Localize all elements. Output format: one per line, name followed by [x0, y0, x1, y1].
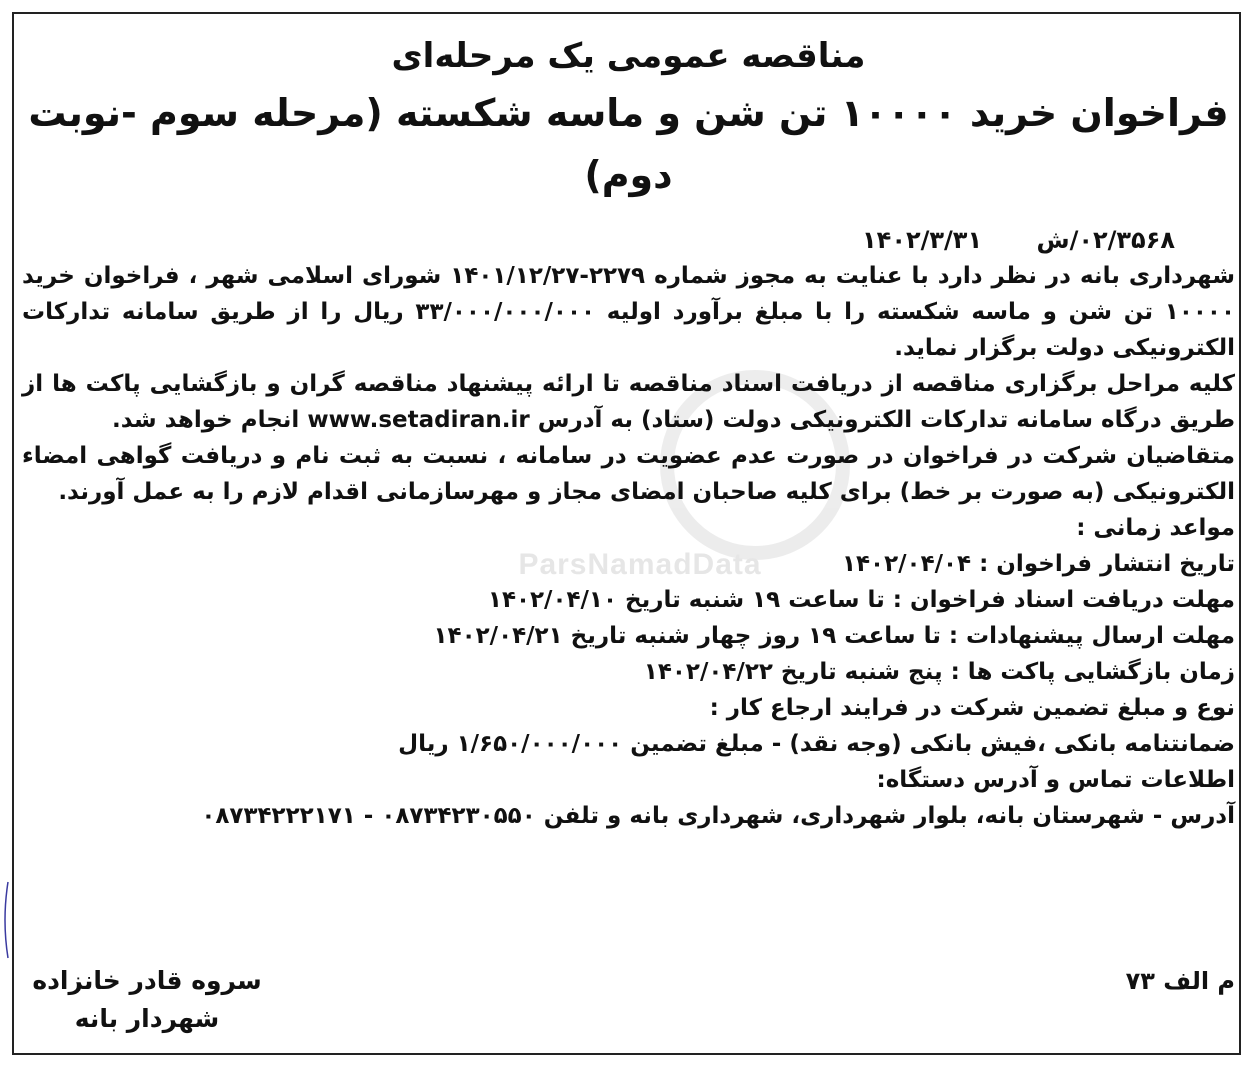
body-paragraph-2: کلیه مراحل برگزاری مناقصه از دریافت اسناد مناقصه تا ارائه پیشنهاد مناقصه گران و بازگشایی پاکت ها از طریق درگاه سامانه تدارکات الکترونیکی دولت (ستاد) به آدرس www.setadiran.ir انجام خواهد شد.: [22, 371, 1235, 433]
schedule-heading: مواعد زمانی :: [1076, 515, 1235, 541]
publication-code: م الف ۷۳: [1125, 967, 1235, 995]
body-paragraph-1: شهرداری بانه در نظر دارد با عنایت به مجوز شماره ۲۲۷۹-۱۴۰۱/۱۲/۲۷ شورای اسلامی شهر ، فراخوان خرید ۱۰۰۰۰ تن شن و ماسه شکسته را با مبلغ برآورد اولیه ۳۳/۰۰۰/۰۰۰/۰۰۰ ریال را از طریق سامانه تدارکات الکترونیکی دولت برگزار نماید.: [22, 263, 1235, 361]
body-paragraph-3: متقاضیان شرکت در فراخوان در صورت عدم عضویت در سامانه ، نسبت به ثبت نام و دریافت گواهی امضاء الکترونیکی (به صورت بر خط) برای کلیه صاحبان امضای مجاز و مهرسازمانی اقدام لازم را به عمل آورند.: [22, 443, 1235, 505]
guarantee-heading: نوع و مبلغ تضمین شرکت در فرایند ارجاع کار :: [709, 695, 1235, 721]
schedule-opening-date: زمان بازگشایی پاکت ها : پنج شنبه تاریخ ۱۴۰۲/۰۴/۲۲: [643, 659, 1235, 685]
margin-pen-mark-icon: [0, 880, 10, 960]
signer-name: سروه قادر خانزاده: [32, 966, 262, 995]
schedule-publish-date: تاریخ انتشار فراخوان : ۱۴۰۲/۰۴/۰۴: [841, 551, 1235, 577]
notice-subtitle: فراخوان خرید ۱۰۰۰۰ تن شن و ماسه شکسته (مرحله سوم -نوبت دوم): [28, 91, 1229, 197]
schedule-docs-deadline: مهلت دریافت اسناد فراخوان : تا ساعت ۱۹ شنبه تاریخ ۱۴۰۲/۰۴/۱۰: [487, 587, 1235, 613]
signature-block: [22, 962, 272, 1038]
reference-number: ۰۲/۳۵۶۸/ش: [1036, 226, 1175, 254]
watermark-text: ParsNamadData: [518, 548, 762, 581]
schedule-offers-deadline: مهلت ارسال پیشنهادات : تا ساعت ۱۹ روز چهار شنبه تاریخ ۱۴۰۲/۰۴/۲۱: [433, 623, 1235, 649]
contact-heading: اطلاعات تماس و آدرس دستگاه:: [876, 767, 1235, 793]
reference-date: ۱۴۰۲/۳/۳۱: [862, 226, 983, 254]
tender-notice: [22, 30, 1235, 834]
notice-title: مناقصه عمومی یک مرحله‌ای: [391, 36, 866, 76]
contact-address: آدرس - شهرستان بانه، بلوار شهرداری، شهرداری بانه و تلفن ۰۸۷۳۴۲۳۰۵۵۰ - ۰۸۷۳۴۲۲۲۱۷۱: [201, 803, 1235, 829]
guarantee-text: ضمانتنامه بانکی ،فیش بانکی (وجه نقد) - مبلغ تضمین ۱/۶۵۰/۰۰۰/۰۰۰ ریال: [398, 731, 1235, 757]
reference-line: [22, 222, 1235, 258]
signer-title: شهردار بانه: [74, 1004, 220, 1033]
